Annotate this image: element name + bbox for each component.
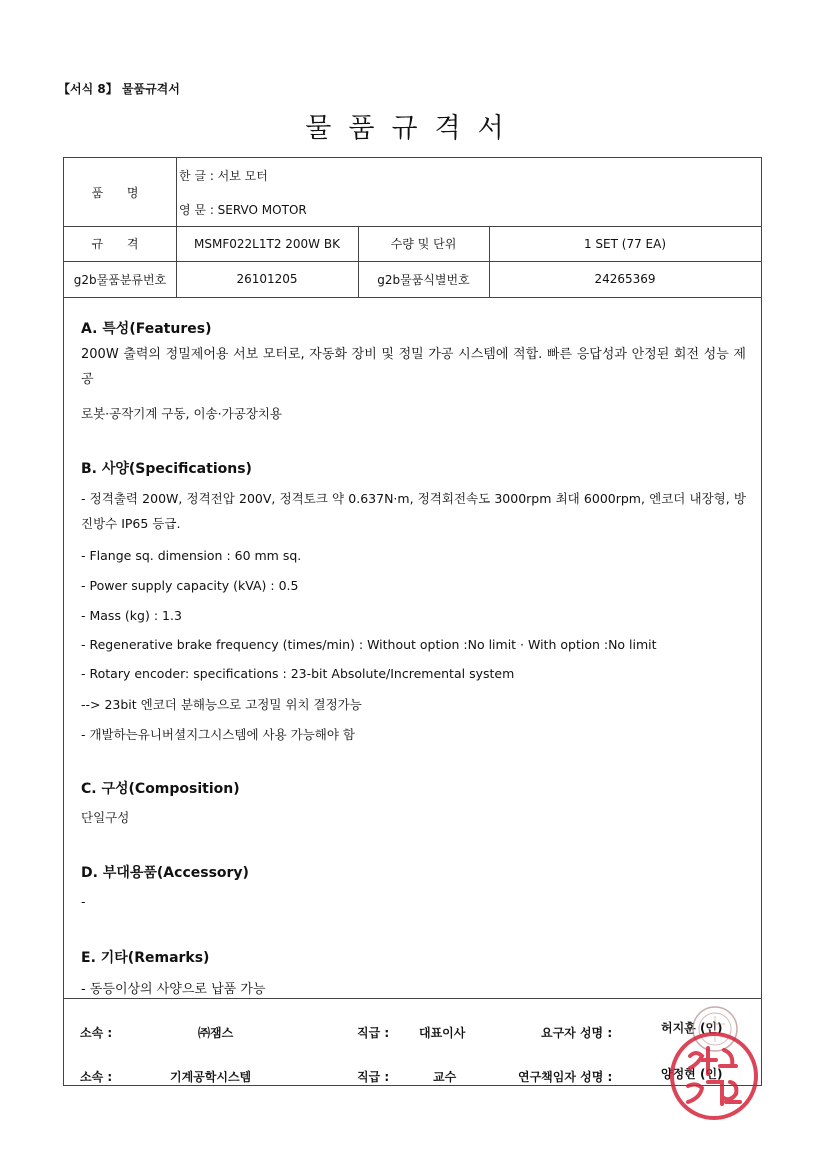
row1-rank-label: 직급 :: [357, 1026, 390, 1040]
spec-line: --> 23bit 엔코더 분해능으로 고정밀 위치 결정가능: [81, 697, 362, 712]
spec-form-frame: [63, 157, 762, 1086]
id-number-value: 24265369: [594, 272, 656, 286]
features-usage: 로봇·공작기계 구동, 이송·가공장치용: [81, 406, 282, 421]
specs-heading: B. 사양(Specifications): [81, 461, 252, 477]
signature-divider: [64, 998, 761, 999]
row2-rank-value: 교수: [433, 1070, 457, 1084]
row2-signer-name: 양정현 (인): [661, 1067, 723, 1081]
spec-line: - Flange sq. dimension : 60 mm sq.: [81, 548, 302, 563]
item-name-label: 품 명: [91, 185, 149, 200]
features-heading: A. 특성(Features): [81, 321, 212, 337]
composition-text: 단일구성: [81, 810, 130, 825]
row2-org-label: 소속 :: [80, 1070, 113, 1084]
spec-line: - 개발하는유니버셜지그시스템에 사용 가능해야 함: [81, 727, 355, 742]
features-paragraph: 200W 출력의 정밀제어용 서보 모터로, 자동화 장비 및 정밀 가공 시스템에 적합. 빠른 응답성과 안정된 회전 성능 제공: [81, 347, 746, 387]
row1-signer-name: 허지훈 (인): [661, 1021, 723, 1035]
quantity-value: 1 SET (77 EA): [583, 236, 667, 251]
item-name-english: 영 문 : SERVO MOTOR: [179, 203, 307, 217]
id-number-label: g2b물품식별번호: [377, 272, 470, 287]
document-title: 물품규격서: [305, 113, 521, 144]
row1-org-value: ㈜잼스: [198, 1026, 234, 1040]
spec-label: 규 격: [91, 237, 149, 251]
row2-role-label: 연구책임자 성명 :: [518, 1070, 613, 1084]
row1-rank-value: 대표이사: [419, 1026, 466, 1040]
item-name-korean: 한 글 : 서보 모터: [179, 169, 268, 183]
professor-seal-icon: [668, 1030, 760, 1122]
accessory-heading: D. 부대용품(Accessory): [81, 865, 249, 881]
remarks-text: - 동등이상의 사양으로 납품 가능: [81, 982, 266, 997]
remarks-heading: E. 기타(Remarks): [81, 950, 210, 966]
spec-line: - Regenerative brake frequency (times/min) : Without option :No limit · With option :No limit: [81, 637, 657, 652]
composition-heading: C. 구성(Composition): [81, 781, 240, 797]
specs-paragraph: - 정격출력 200W, 정격전압 200V, 정격토크 약 0.637N·m, 정격회전속도 3000rpm 최대 6000rpm, 엔코더 내장형, 방진방수 IP65 등급.: [81, 491, 746, 531]
row-divider: [64, 297, 761, 298]
accessory-text: -: [81, 894, 86, 909]
spec-value: MSMF022L1T2 200W BK: [194, 236, 340, 251]
quantity-label: 수량 및 단위: [390, 237, 457, 251]
spec-line: - Power supply capacity (kVA) : 0.5: [81, 578, 299, 593]
row2-org-value: 기계공학시스템: [170, 1070, 252, 1084]
form-label: 【서식 8】 물품규격서: [58, 82, 180, 96]
row1-role-label: 요구자 성명 :: [541, 1026, 613, 1040]
spec-line: - Mass (kg) : 1.3: [81, 608, 182, 623]
class-number-label: g2b물품분류번호: [73, 272, 167, 287]
class-number-value: 26101205: [236, 272, 298, 286]
spec-line: - Rotary encoder: specifications : 23-bit Absolute/Incremental system: [81, 666, 515, 681]
row1-org-label: 소속 :: [80, 1026, 113, 1040]
row2-rank-label: 직급 :: [357, 1070, 390, 1084]
